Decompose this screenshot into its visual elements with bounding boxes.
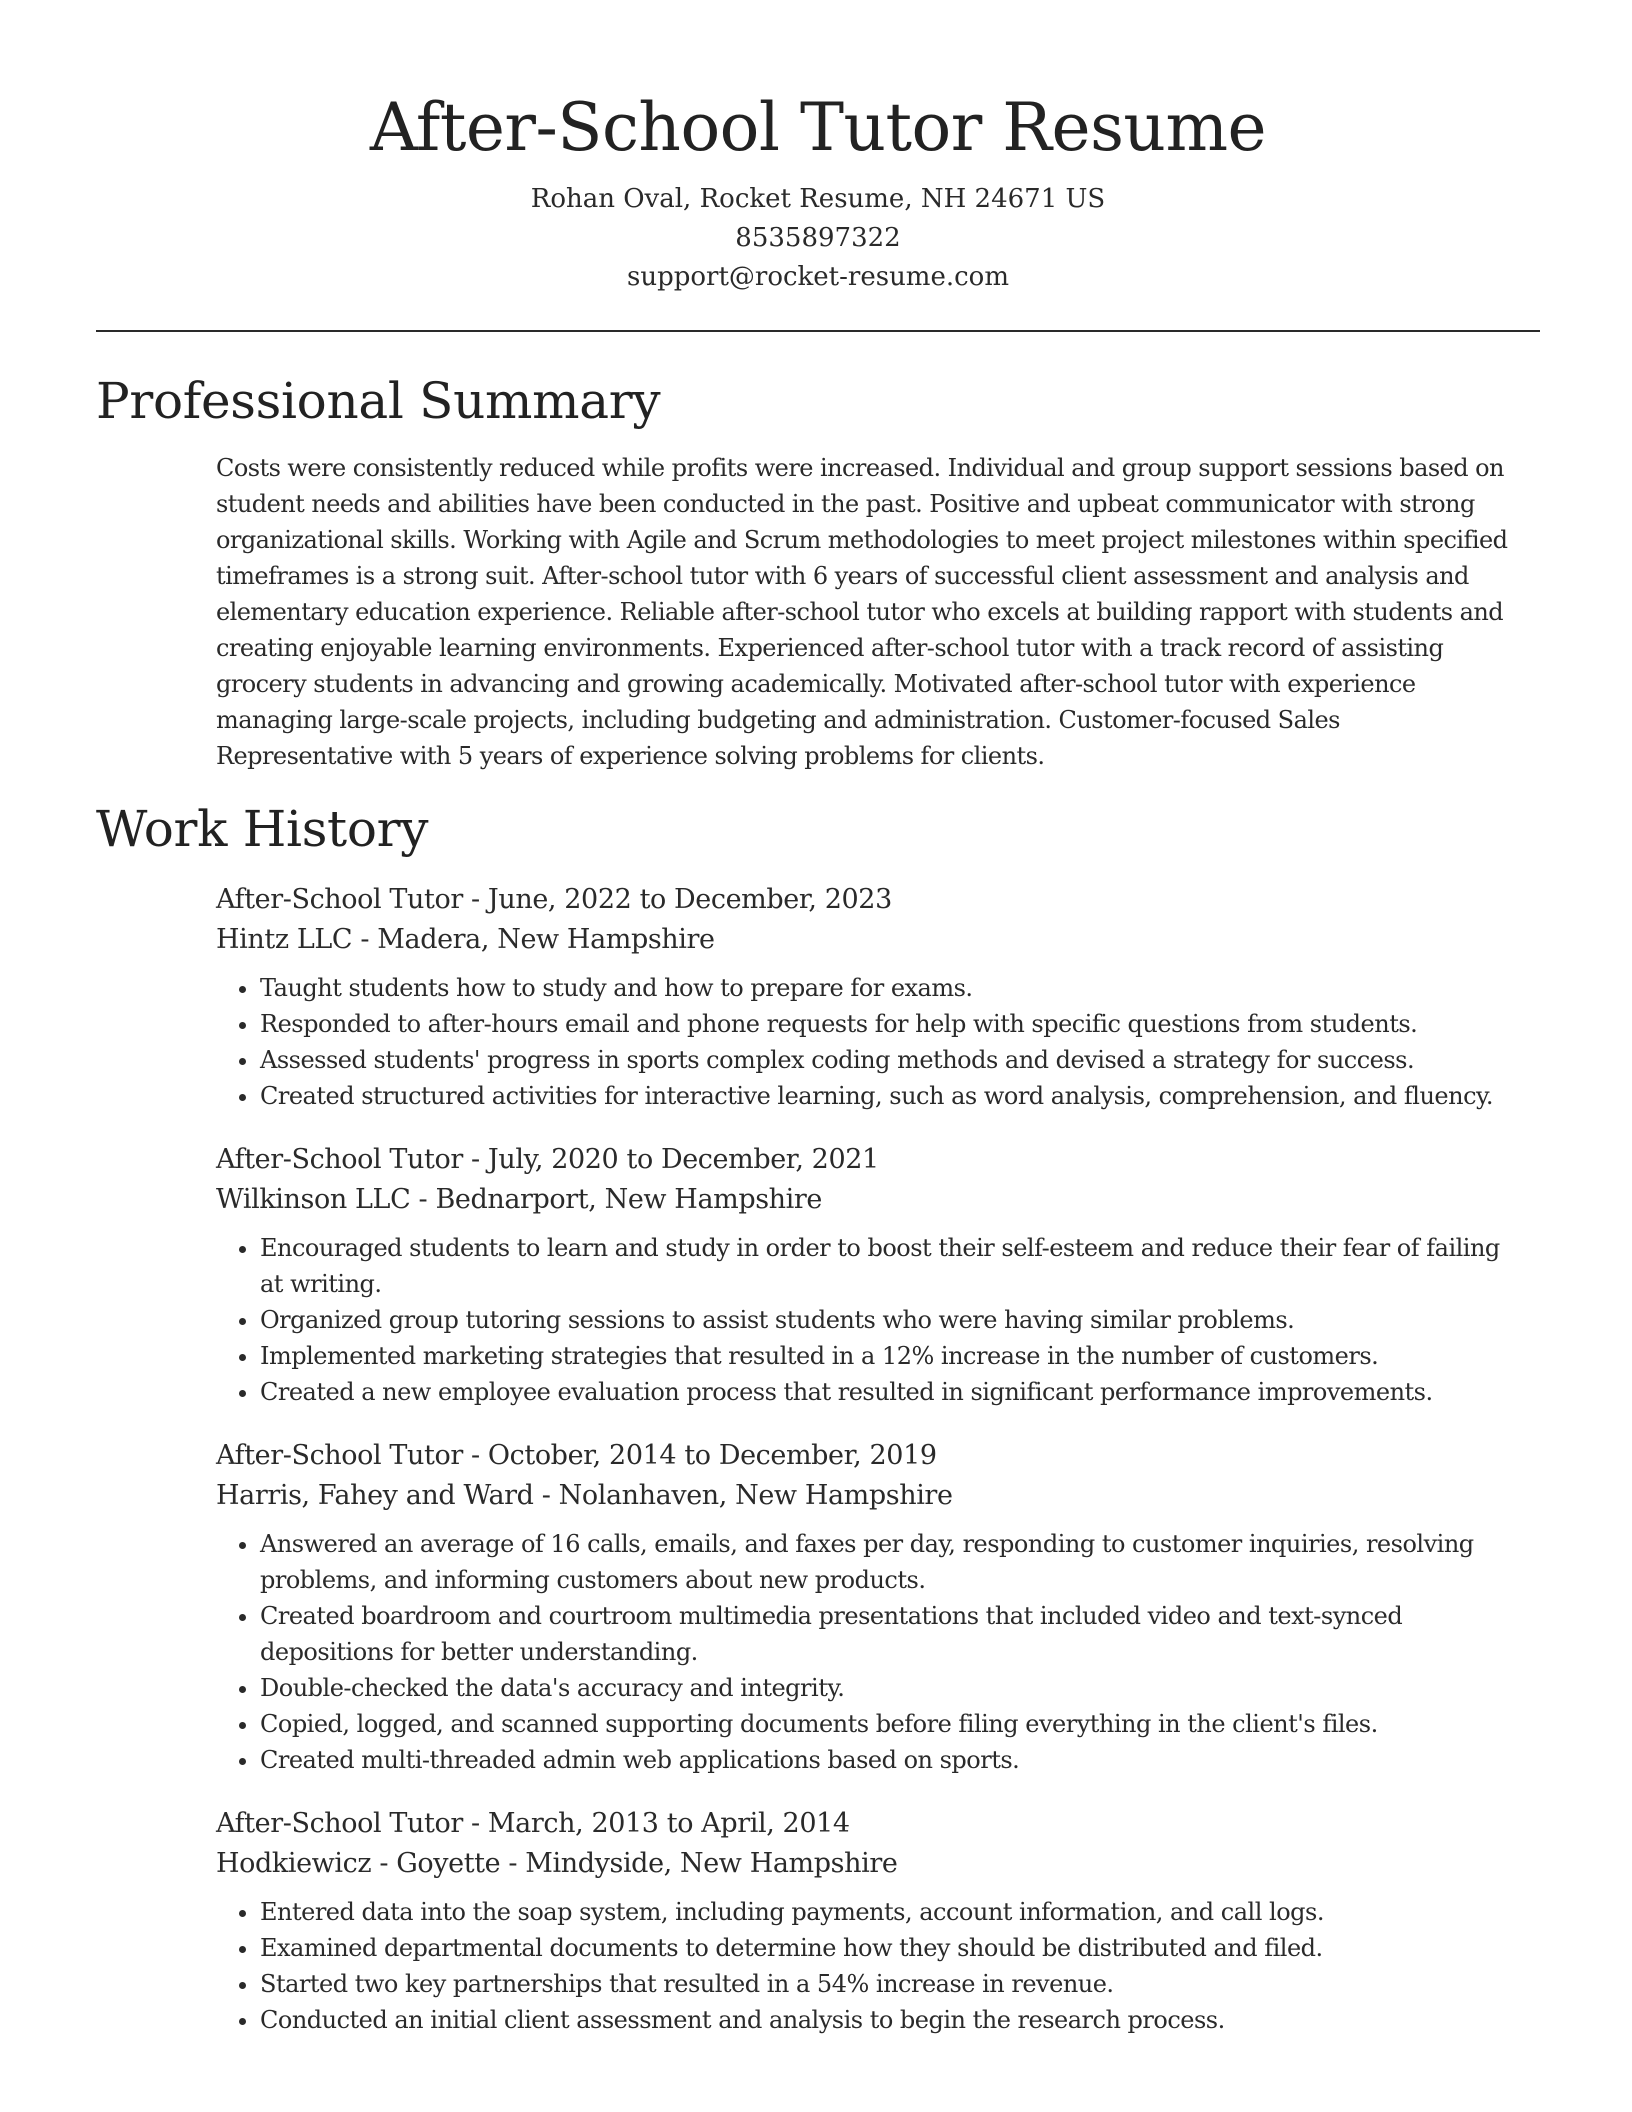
separator: - xyxy=(462,884,488,915)
job-bullet: • Created structured activities for interactive learning, such as word analysis, comprehension, and fluency. xyxy=(260,1078,1516,1114)
job-bullet: • Responded to after-hours email and phone requests for help with specific questions from students. xyxy=(260,1006,1516,1042)
job-bullet: • Assessed students' progress in sports complex coding methods and devised a strategy for success. xyxy=(260,1042,1516,1078)
contact-phone: 8535897322 xyxy=(735,223,901,253)
job-title-line xyxy=(216,1436,1516,1476)
job-role: After-School Tutor xyxy=(216,884,463,915)
job-bullet: • Implemented marketing strategies that resulted in a 12% increase in the number of customers. xyxy=(260,1338,1516,1374)
job-role: After-School Tutor xyxy=(216,1440,463,1471)
job-bullet: • Encouraged students to learn and study in order to boost their self-esteem and reduce their fear of failing at writing. xyxy=(260,1230,1516,1302)
job-bullet-list xyxy=(216,1894,1516,2038)
job-bullet: • Created multi-threaded admin web applications based on sports. xyxy=(260,1742,1516,1778)
job-dates: October, 2014 to December, 2019 xyxy=(487,1440,937,1471)
job-company-line xyxy=(216,1180,1516,1220)
job-company-line xyxy=(216,920,1516,960)
job-bullet: • Created boardroom and courtroom multimedia presentations that included video and text-synced depositions for better understanding. xyxy=(260,1598,1516,1670)
job-company: Hintz LLC xyxy=(216,924,353,955)
separator: - xyxy=(410,1184,436,1215)
header-divider xyxy=(96,330,1540,332)
separator: - xyxy=(533,1480,559,1511)
job-bullet-list xyxy=(216,1230,1516,1410)
job-entry xyxy=(216,1804,1516,2038)
section-heading-work-history: Work History xyxy=(96,800,429,858)
resume-title: After-School Tutor Resume xyxy=(369,89,1267,166)
job-title-line xyxy=(216,1140,1516,1180)
separator: - xyxy=(500,1848,526,1879)
job-bullet-list xyxy=(216,1526,1516,1778)
job-location: Madera, New Hampshire xyxy=(377,924,715,955)
job-bullet: • Examined departmental documents to determine how they should be distributed and filed. xyxy=(260,1930,1516,1966)
job-bullet: • Started two key partnerships that resulted in a 54% increase in revenue. xyxy=(260,1966,1516,2002)
job-location: Bednarport, New Hampshire xyxy=(435,1184,822,1215)
job-location: Mindyside, New Hampshire xyxy=(525,1848,898,1879)
resume-page xyxy=(96,0,1540,2038)
job-bullet: • Copied, logged, and scanned supporting documents before filing everything in the client's files. xyxy=(260,1706,1516,1742)
job-bullet: • Answered an average of 16 calls, emails, and faxes per day, responding to customer inquiries, resolving problems, and informing customers about new products. xyxy=(260,1526,1516,1598)
job-role: After-School Tutor xyxy=(216,1144,463,1175)
job-entry xyxy=(216,880,1516,1114)
job-bullet: • Entered data into the soap system, including payments, account information, and call logs. xyxy=(260,1894,1516,1930)
job-company-line xyxy=(216,1844,1516,1884)
contact-email: support@rocket-resume.com xyxy=(626,262,1009,292)
separator: - xyxy=(462,1808,488,1839)
separator: - xyxy=(462,1144,488,1175)
job-role: After-School Tutor xyxy=(216,1808,463,1839)
summary-paragraph: Costs were consistently reduced while profits were increased. Individual and group support sessions based on student needs and abilities have been conducted in the past. Positive and upbeat communicator with strong organizational skills. Working with Agile and Scrum methodologies to meet project milestones within specified timeframes is a strong suit. After-school tutor with 6 years of successful client assessment and analysis and elementary education experience. Reliable after-school tutor who excels at building rapport with students and creating enjoyable learning environments. Experienced after-school tutor with a track record of assisting grocery students in advancing and growing academically. Motivated after-school tutor with experience managing large-scale projects, including budgeting and administration. Customer-focused Sales Representative with 5 years of experience solving problems for clients. xyxy=(216,454,1508,770)
separator: - xyxy=(462,1440,488,1471)
job-dates: March, 2013 to April, 2014 xyxy=(487,1808,850,1839)
job-entry xyxy=(216,1436,1516,1778)
job-company: Wilkinson LLC xyxy=(216,1184,411,1215)
job-location: Nolanhaven, New Hampshire xyxy=(558,1480,953,1511)
job-entry xyxy=(216,1140,1516,1410)
job-company: Hodkiewicz - Goyette xyxy=(216,1848,501,1879)
job-bullet: • Conducted an initial client assessment and analysis to begin the research process. xyxy=(260,2002,1516,2038)
job-dates: July, 2020 to December, 2021 xyxy=(487,1144,879,1175)
job-company: Harris, Fahey and Ward xyxy=(216,1480,534,1511)
section-heading-summary: Professional Summary xyxy=(96,372,661,430)
job-bullet: • Double-checked the data's accuracy and integrity. xyxy=(260,1670,1516,1706)
job-title-line xyxy=(216,880,1516,920)
contact-address: Rohan Oval, Rocket Resume, NH 24671 US xyxy=(530,184,1106,214)
job-bullet-list xyxy=(216,970,1516,1114)
job-bullet: • Taught students how to study and how to prepare for exams. xyxy=(260,970,1516,1006)
resume-header xyxy=(96,0,1540,297)
job-company-line xyxy=(216,1476,1516,1516)
separator: - xyxy=(352,924,378,955)
job-bullet: • Created a new employee evaluation process that resulted in significant performance improvements. xyxy=(260,1374,1516,1410)
work-history-list xyxy=(216,880,1516,2038)
job-dates: June, 2022 to December, 2023 xyxy=(487,884,892,915)
contact-block xyxy=(96,180,1540,297)
job-bullet: • Organized group tutoring sessions to assist students who were having similar problems. xyxy=(260,1302,1516,1338)
job-title-line xyxy=(216,1804,1516,1844)
